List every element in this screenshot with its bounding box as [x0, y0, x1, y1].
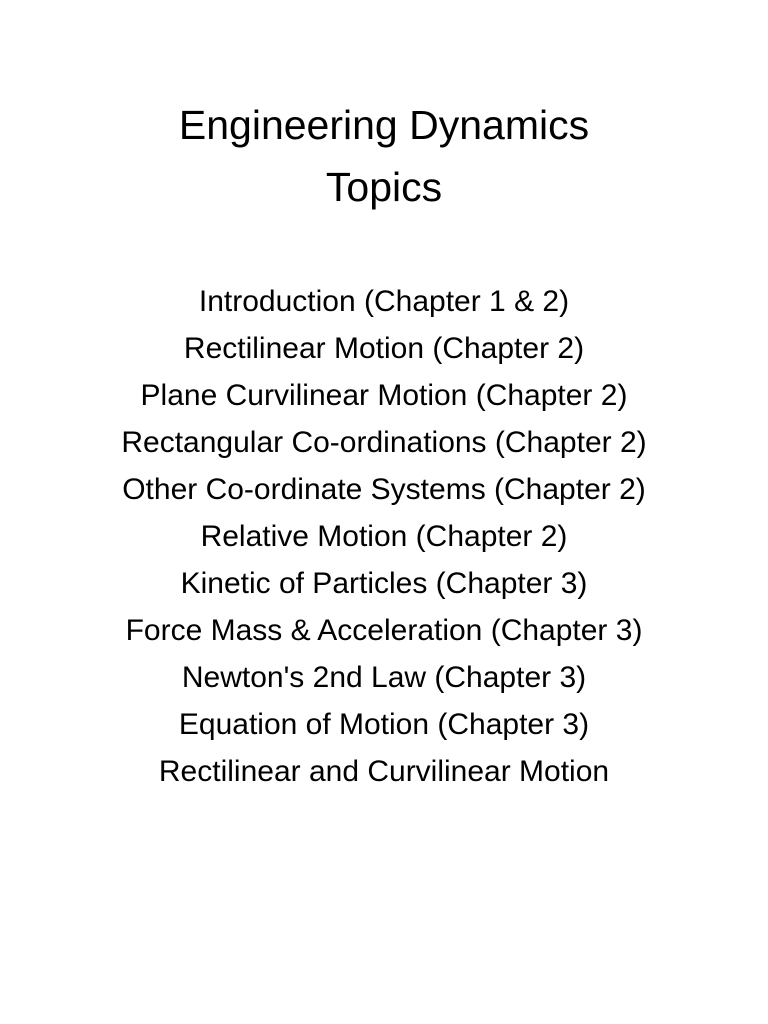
- topic-item: Force Mass & Acceleration (Chapter 3): [125, 614, 643, 647]
- topic-item: Rectilinear and Curvilinear Motion: [158, 755, 610, 788]
- topic-item: Rectilinear Motion (Chapter 2): [183, 332, 585, 365]
- page-title: [0, 94, 768, 218]
- topic-item: Equation of Motion (Chapter 3): [178, 708, 590, 741]
- topic-item: Introduction (Chapter 1 & 2): [198, 285, 570, 318]
- page-title-line-1: Engineering Dynamics: [178, 102, 590, 148]
- topic-item: Other Co-ordinate Systems (Chapter 2): [122, 473, 646, 506]
- topic-list: [84, 278, 684, 795]
- topic-item: Relative Motion (Chapter 2): [200, 520, 568, 553]
- topic-item: Plane Curvilinear Motion (Chapter 2): [140, 379, 628, 412]
- topic-item: Kinetic of Particles (Chapter 3): [180, 567, 588, 600]
- topic-item: Newton's 2nd Law (Chapter 3): [181, 661, 587, 694]
- topic-item: Rectangular Co-ordinations (Chapter 2): [121, 426, 647, 459]
- page-title-line-2: Topics: [325, 164, 443, 210]
